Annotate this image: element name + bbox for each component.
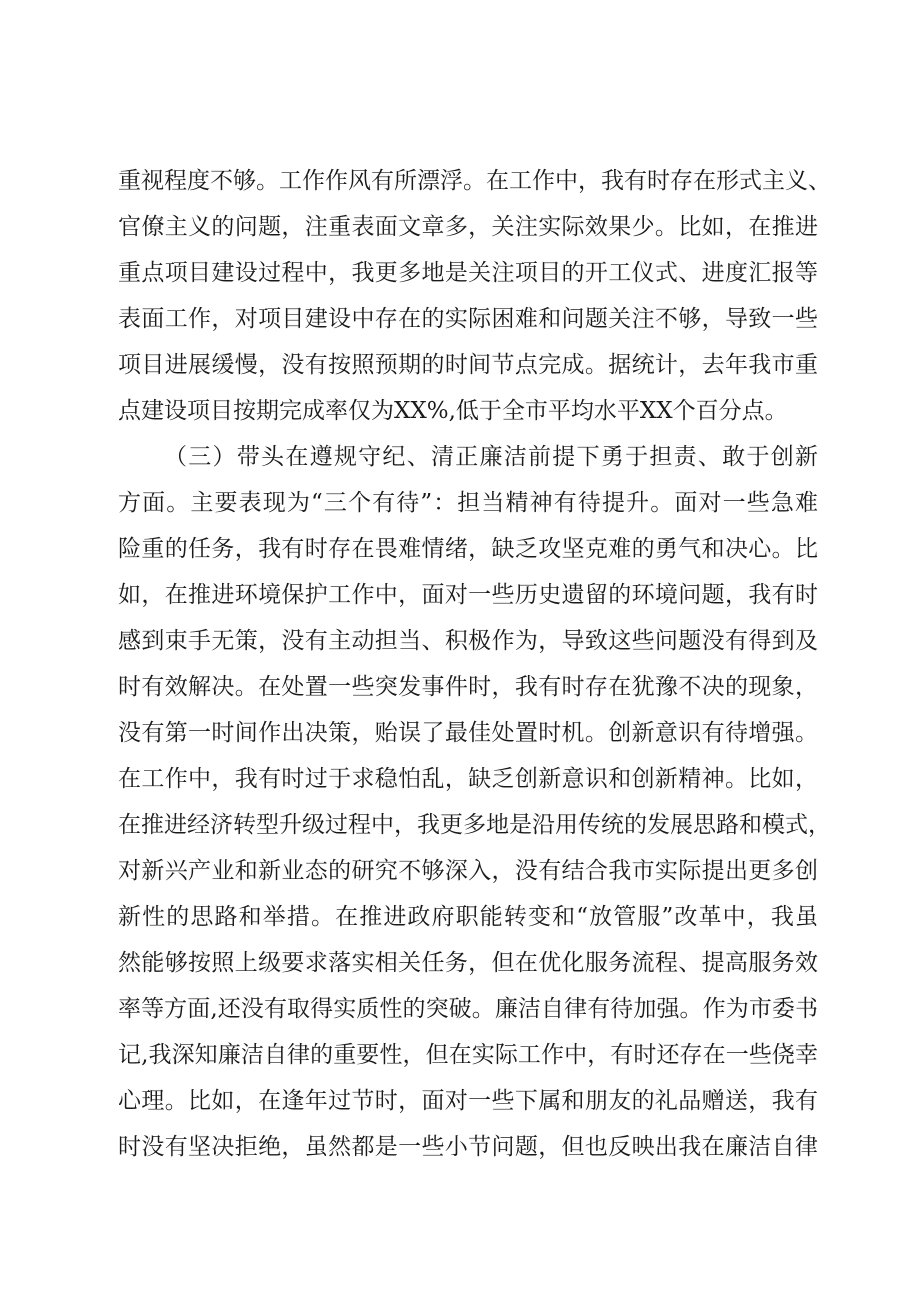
text-line: 时没有坚决拒绝，虽然都是一些小节问题，但也反映出我在廉洁自律 (118, 1134, 818, 1160)
text-line: 新性的思路和举措。在推进政府职能转变和“放管服”改革中，我虽 (118, 904, 818, 930)
text-line: 险重的任务，我有时存在畏难情绪，缺乏攻坚克难的勇气和决心。比 (118, 536, 818, 562)
text-line: 如，在推进环境保护工作中，面对一些历史遗留的环境问题，我有时 (118, 582, 818, 608)
text-line: 心理。比如，在逢年过节时，面对一些下属和朋友的礼品赠送，我有 (118, 1088, 818, 1114)
text-line: 点建设项目按期完成率仅为XX%,低于全市平均水平XX个百分点。 (118, 398, 788, 424)
text-line: 项目进展缓慢，没有按照预期的时间节点完成。据统计，去年我市重 (118, 352, 818, 378)
text-line: 在推进经济转型升级过程中，我更多地是沿用传统的发展思路和模式， (118, 812, 831, 838)
text-line: 重视程度不够。工作作风有所漂浮。在工作中，我有时存在形式主义、 (118, 168, 831, 194)
text-line: 官僚主义的问题，注重表面文章多，关注实际效果少。比如，在推进 (118, 214, 818, 240)
text-line: 感到束手无策，没有主动担当、积极作为，导致这些问题没有得到及 (118, 628, 818, 654)
text-line: 然能够按照上级要求落实相关任务，但在优化服务流程、提高服务效 (118, 950, 818, 976)
text-line: 对新兴产业和新业态的研究不够深入，没有结合我市实际提出更多创 (118, 858, 818, 884)
text-line: 率等方面,还没有取得实质性的突破。廉洁自律有待加强。作为市委书 (118, 996, 818, 1022)
text-line: 方面。主要表现为“三个有待”：担当精神有待提升。面对一些急难 (118, 490, 818, 516)
text-line: 在工作中，我有时过于求稳怕乱，缺乏创新意识和创新精神。比如， (118, 766, 818, 792)
text-line: 重点项目建设过程中，我更多地是关注项目的开工仪式、进度汇报等 (118, 260, 818, 286)
body-text (118, 158, 831, 1170)
text-line: 没有第一时间作出决策，贻误了最佳处置时机。创新意识有待增强。 (118, 720, 818, 746)
text-line: 表面工作，对项目建设中存在的实际困难和问题关注不够，导致一些 (118, 306, 818, 332)
section-heading-line: （三）带头在遵规守纪、清正廉洁前提下勇于担责、敢于创新 (164, 444, 818, 470)
text-line: 时有效解决。在处置一些突发事件时，我有时存在犹豫不决的现象， (118, 674, 818, 700)
text-line: 记,我深知廉洁自律的重要性，但在实际工作中，有时还存在一些侥幸 (118, 1042, 818, 1068)
